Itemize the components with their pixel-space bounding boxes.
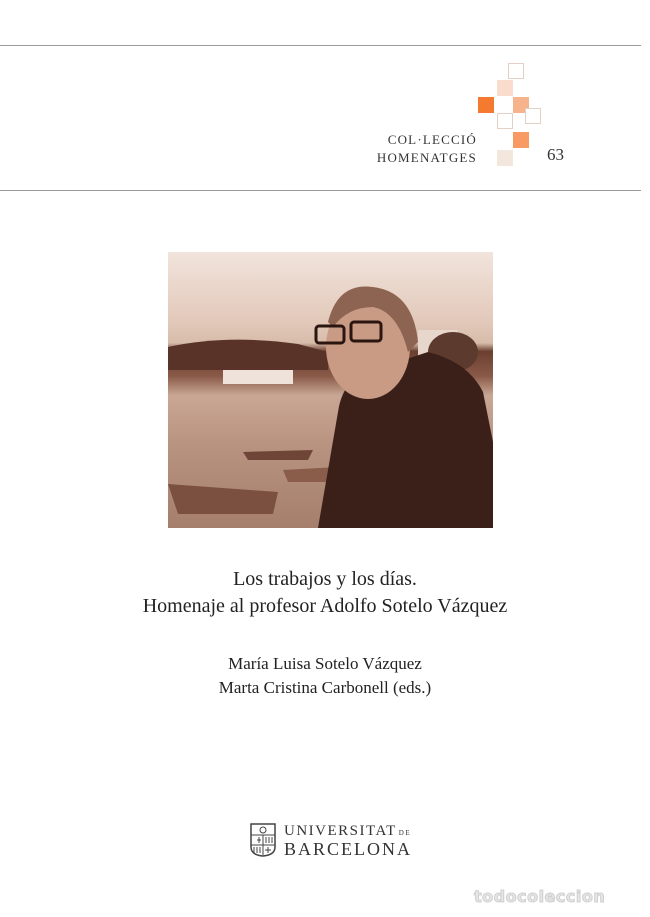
collection-number: 63 xyxy=(547,145,564,164)
editor-2: Marta Cristina Carbonell (eds.) xyxy=(218,678,432,697)
publisher-line1: UNIVERSITAT xyxy=(284,823,397,839)
top-rule xyxy=(0,45,641,46)
editors xyxy=(0,652,650,700)
book-title xyxy=(0,566,650,620)
title-line1: Los trabajos y los días. xyxy=(233,568,417,590)
publisher-logo xyxy=(250,823,412,857)
collection-line1: COL·LECCIÓ xyxy=(387,132,477,147)
collection-line2: HOMENATGES xyxy=(376,150,477,165)
title-line2: Homenaje al profesor Adolfo Sotelo Vázquez xyxy=(142,595,508,617)
university-shield-icon xyxy=(250,823,276,857)
collection-name xyxy=(377,131,477,167)
publisher-de: DE xyxy=(398,829,412,837)
publisher-line2: BARCELONA xyxy=(284,839,413,859)
header-bottom-rule xyxy=(0,190,641,191)
editor-1: María Luisa Sotelo Vázquez xyxy=(228,654,422,673)
cover-photo xyxy=(168,252,493,528)
watermark: todocoleccion xyxy=(474,887,606,906)
